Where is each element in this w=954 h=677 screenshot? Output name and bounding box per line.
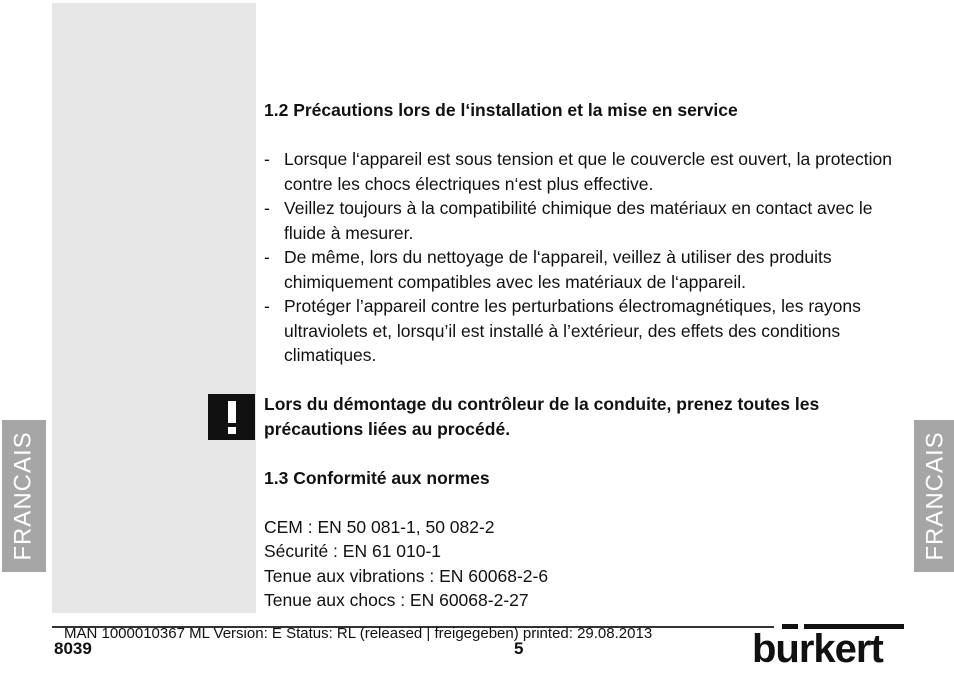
list-item: - Lorsque l‘appareil est sous tension et que le couvercle est ouvert, la protection contre les chocs électriques n‘est plus effective. <box>264 147 904 196</box>
page-content <box>264 98 904 613</box>
language-label-left: FRANCAIS <box>10 431 38 561</box>
exclamation-icon <box>208 394 255 440</box>
warning-text: Lors du démontage du contrôleur de la conduite, prenez toutes les précautions liées au procédé. <box>264 394 820 439</box>
footer-metadata: MAN 1000010367 ML Version: E Status: RL (released | freigegeben) printed: 29.08.2013 <box>64 625 653 642</box>
language-tab-left <box>2 420 46 572</box>
language-label-right: FRANCAIS <box>922 431 950 561</box>
logo-text: burkert <box>752 627 883 671</box>
standard-line: Sécurité : EN 61 010-1 <box>264 541 442 561</box>
page-number: 5 <box>514 639 524 658</box>
list-item: - De même, lors du nettoyage de l‘appareil, veillez à utiliser des produits chimiquement compatibles avec les matériaux de l‘appareil. <box>264 245 904 294</box>
list-item: - Protéger l’appareil contre les perturbations électromagnétiques, les rayons ultraviolets et, lorsqu’il est installé à l’extérieur, des effets des conditions climatiques. <box>264 294 904 368</box>
burkert-logo <box>752 624 904 670</box>
section-heading-1-3: 1.3 Conformité aux normes <box>264 467 490 488</box>
section-heading-1-2: 1.2 Précautions lors de l‘installation et la mise en service <box>264 100 738 120</box>
left-margin-panel <box>52 3 256 613</box>
language-tab-right <box>914 420 954 572</box>
standard-line: CEM : EN 50 081-1, 50 082-2 <box>264 516 495 537</box>
list-item: - Veillez toujours à la compatibilité chimique des matériaux en contact avec le fluide à mesurer. <box>264 196 904 245</box>
precautions-list <box>264 147 904 368</box>
standard-line: Tenue aux vibrations : EN 60068-2-6 <box>264 565 549 586</box>
standard-line: Tenue aux chocs : EN 60068-2-27 <box>264 590 529 610</box>
document-number: 8039 <box>54 639 92 658</box>
